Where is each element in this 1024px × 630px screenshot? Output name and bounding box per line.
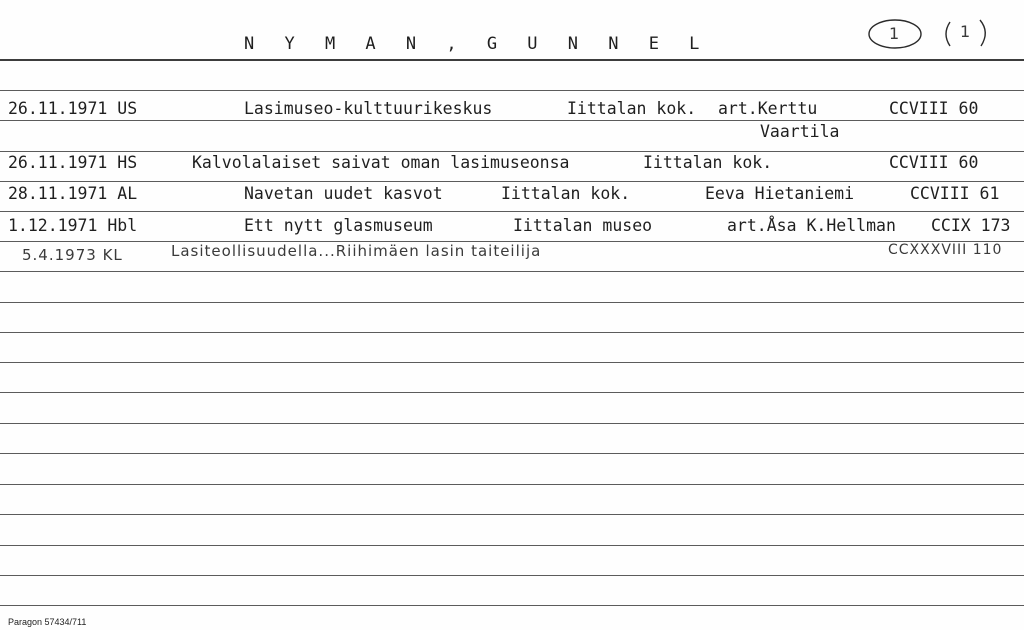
- rule: [0, 90, 1024, 91]
- card-name-heading: N Y M A N , G U N N E L: [244, 34, 710, 54]
- entry-date-source: 5.4.1973 KL: [22, 246, 123, 264]
- entry-title: Navetan uudet kasvot: [244, 184, 443, 203]
- rule: [0, 514, 1024, 515]
- rule: [0, 423, 1024, 424]
- entry-reference: CCIX 173: [931, 216, 1011, 235]
- printer-imprint: Paragon 57434/711: [8, 617, 87, 627]
- entry-date-source: 1.12.1971 Hbl: [8, 216, 138, 235]
- entry-reference: CCVIII 61: [910, 184, 1000, 203]
- rule: [0, 392, 1024, 393]
- rule: [0, 151, 1024, 152]
- sequence-parenthesized-number: 1: [960, 22, 971, 41]
- sequence-circled-number: 1: [889, 24, 900, 43]
- entry-author: art.Åsa K.Hellman: [727, 216, 896, 235]
- rule: [0, 362, 1024, 363]
- entry-reference: CCVIII 60: [889, 99, 979, 118]
- rule: [0, 332, 1024, 333]
- entry-author: art.Kerttu: [718, 99, 818, 118]
- rule: [0, 181, 1024, 182]
- entry-title: Lasimuseo-kulttuurikeskus: [244, 99, 493, 118]
- rule: [0, 120, 1024, 121]
- entry-subject: Iittalan museo: [513, 216, 653, 235]
- rule: [0, 453, 1024, 454]
- entry-reference: CCVIII 60: [889, 153, 979, 172]
- rule: [0, 575, 1024, 576]
- rule: [0, 271, 1024, 272]
- entry-reference: CCXXXVIII 110: [888, 243, 1003, 257]
- entry-date-source: 28.11.1971 AL: [8, 184, 138, 203]
- entry-subject: Iittalan kok.: [643, 153, 773, 172]
- entry-title: Lasiteollisuudella...Riihimäen lasin taiteilija: [171, 242, 542, 260]
- entry-title: Ett nytt glasmuseum: [244, 216, 433, 235]
- rule: [0, 211, 1024, 212]
- top-rule: [0, 59, 1024, 61]
- entry-subject: Iittalan kok.: [567, 99, 697, 118]
- entry-date-source: 26.11.1971 HS: [8, 153, 138, 172]
- entry-subject: Iittalan kok.: [501, 184, 631, 203]
- rule: [0, 605, 1024, 606]
- entry-title: Kalvolalaiset saivat oman lasimuseonsa: [192, 153, 570, 172]
- rule: [0, 484, 1024, 485]
- sequence-mark-icon: [862, 14, 1002, 54]
- entry-date-source: 26.11.1971 US: [8, 99, 138, 118]
- rule: [0, 302, 1024, 303]
- entry-author: Eeva Hietaniemi: [705, 184, 855, 203]
- rule: [0, 545, 1024, 546]
- entry-author-continued: Vaartila: [760, 122, 840, 141]
